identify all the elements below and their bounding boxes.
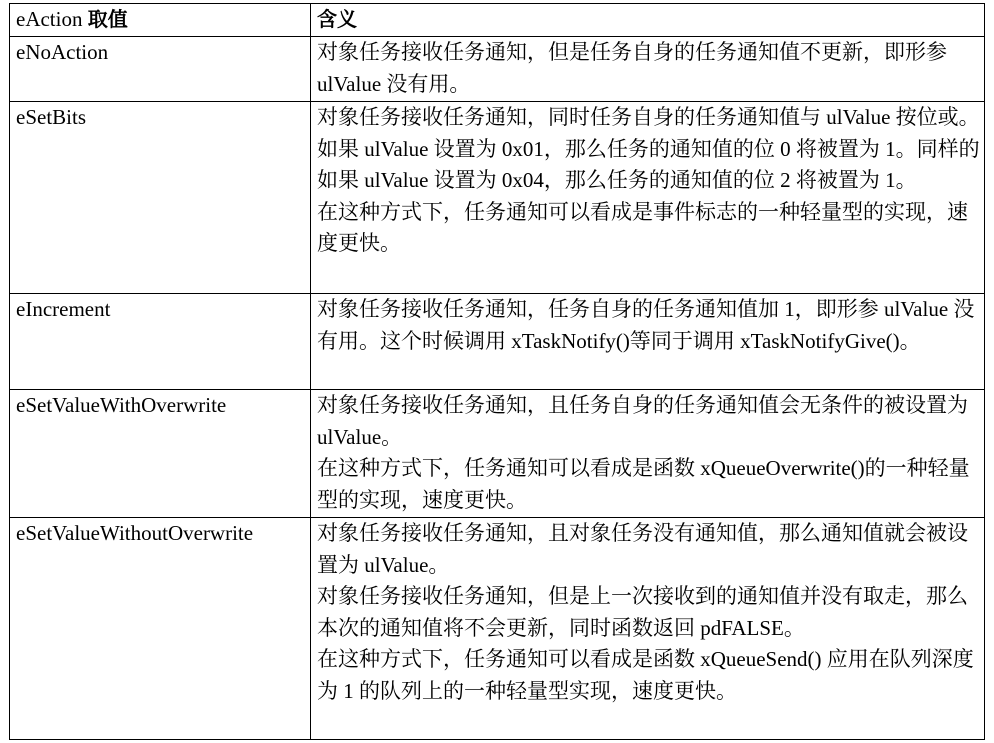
table-row xyxy=(10,390,985,518)
desc-paragraph: 在这种方式下，任务通知可以看成是事件标志的一种轻量型的实现，速度更快。 xyxy=(317,199,968,255)
action-name-cell: eSetValueWithoutOverwrite xyxy=(10,518,311,740)
action-name-cell: eSetValueWithOverwrite xyxy=(10,390,311,518)
action-desc-cell xyxy=(311,294,985,390)
desc-paragraph: 在这种方式下，任务通知可以看成是函数 xQueueOverwrite()的一种轻量型的实现，速度更快。 xyxy=(317,456,970,512)
desc-paragraph: 对象任务接收任务通知，但是上一次接收到的通知值并没有取走，那么本次的通知值将不会更新，同时函数返回 pdFALSE。 xyxy=(317,584,968,640)
eaction-table xyxy=(9,3,985,740)
table-row xyxy=(10,294,985,390)
desc-paragraph: 对象任务接收任务通知，但是任务自身的任务通知值不更新，即形参 ulValue 没有用。 xyxy=(317,40,947,96)
desc-paragraph: 对象任务接收任务通知，任务自身的任务通知值加 1，即形参 ulValue 没有用。这个时候调用 xTaskNotify()等同于调用 xTaskNotifyGive()。 xyxy=(317,297,975,353)
action-name-cell: eIncrement xyxy=(10,294,311,390)
desc-paragraph: 对象任务接收任务通知，且对象任务没有通知值，那么通知值就会被设置为 ulValue。 xyxy=(317,521,968,577)
table-header-row xyxy=(10,4,985,37)
desc-paragraph: 在这种方式下，任务通知可以看成是函数 xQueueSend() 应用在队列深度为 1 的队列上的一种轻量型实现，速度更快。 xyxy=(317,647,974,703)
table-row xyxy=(10,518,985,740)
header-eaction-value xyxy=(10,4,311,37)
header-eaction-cjk: 取值 xyxy=(87,7,128,31)
header-meaning xyxy=(311,4,985,37)
action-desc-cell xyxy=(311,102,985,294)
desc-paragraph: 对象任务接收任务通知，且任务自身的任务通知值会无条件的被设置为 ulValue。 xyxy=(317,393,968,449)
action-desc-cell xyxy=(311,390,985,518)
action-desc-cell xyxy=(311,37,985,102)
action-desc-cell xyxy=(311,518,985,740)
action-name-cell: eNoAction xyxy=(10,37,311,102)
table-row xyxy=(10,37,985,102)
desc-paragraph: 对象任务接收任务通知，同时任务自身的任务通知值与 ulValue 按位或。如果 ulValue 设置为 0x01，那么任务的通知值的位 0 将被置为 1。同样的如果 ulValue 设置为 0x04，那么任务的通知值的位 2 将被置为 1。 xyxy=(317,105,980,192)
action-name-cell: eSetBits xyxy=(10,102,311,294)
header-meaning-label: 含义 xyxy=(317,7,357,31)
table-row xyxy=(10,102,985,294)
header-eaction-latin: eAction xyxy=(16,7,83,31)
